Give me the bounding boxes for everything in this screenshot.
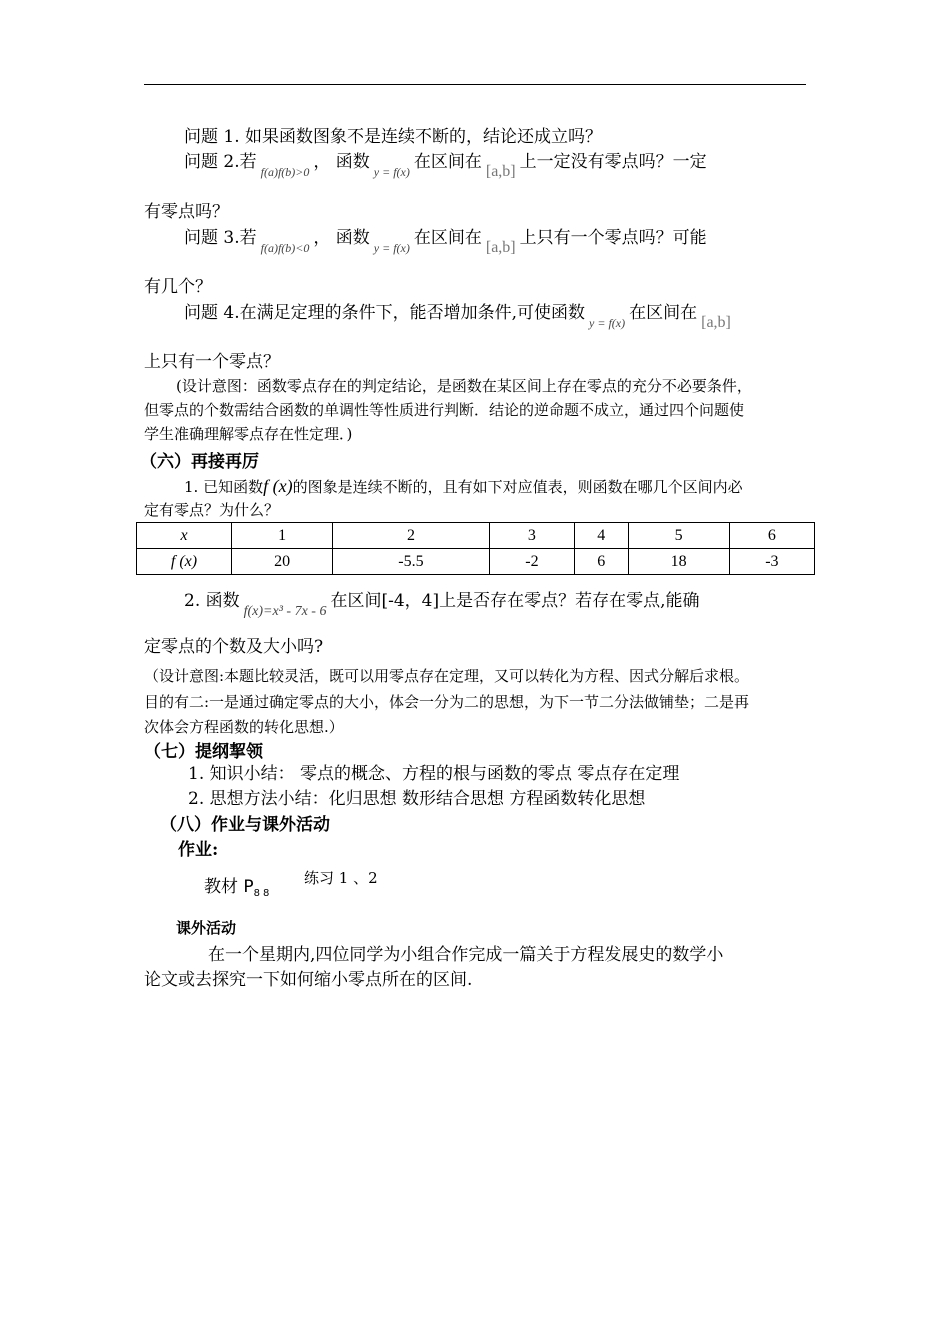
activity-text-line2: 论文或去探究一下如何缩小零点所在的区间. (144, 970, 473, 990)
activity-text-line1: 在一个星期内,四位同学为小组合作完成一篇关于方程发展史的数学小 (208, 945, 724, 965)
exercise-1: 1. 已知函数f (x)的图象是连续不断的，且有如下对应值表，则函数在哪几个区间内必 (184, 476, 743, 496)
table-cell: 18 (628, 549, 729, 575)
section-6-title: （六）再接再厉 (140, 452, 259, 472)
table-cell: -3 (729, 549, 814, 575)
math-function: y = f(x) (373, 165, 410, 179)
math-function: y = f(x) (589, 316, 626, 330)
exercise-2: 2. 函数$_{f(x)=x^3 - 7x - 6}$在区间[-4，4]上是否存在零点？若存在零点,能确 (184, 591, 700, 619)
exercise-2-cont: 定零点的个数及大小吗? (144, 637, 324, 657)
function-fx: f (x) (263, 476, 293, 496)
table-header-x: x (137, 523, 232, 549)
question-4-cont: 上只有一个零点？ (144, 352, 280, 372)
design-intent-1-line1: (设计意图：函数零点存在的判定结论，是函数在某区间上存在零点的充分不必要条件， (176, 377, 752, 395)
value-table (136, 522, 815, 575)
table-cell: -2 (489, 549, 574, 575)
math-condition: f(a)f(b)<0 (260, 241, 310, 255)
math-function: y = f(x) (373, 241, 410, 255)
design-intent-1-line2: 但零点的个数需结合函数的单调性等性质进行判断．结论的逆命题不成立，通过四个问题使 (144, 401, 745, 419)
question-4: 问题 4.在满足定理的条件下，能否增加条件,可使函数 $_{y = f(x)}$ 在区间在 [a,b] (184, 303, 731, 331)
question-2-cont: 有零点吗？ (144, 202, 229, 222)
homework-label: 作业: (178, 840, 219, 860)
table-cell: 3 (489, 523, 574, 549)
question-3-cont: 有几个？ (144, 277, 212, 297)
math-interval: [a,b] (485, 239, 516, 256)
table-header-fx: f (x) (137, 549, 232, 575)
method-summary: 2. 思想方法小结：化归思想 数形结合思想 方程函数转化思想 (188, 789, 646, 809)
homework-book: 教材 $P_{88}$ (204, 877, 273, 899)
design-intent-2-line3: 次体会方程函数的转化思想.） (144, 718, 344, 736)
activity-label: 课外活动 (176, 919, 237, 937)
table-cell: 1 (232, 523, 333, 549)
table-row-x (137, 523, 815, 549)
table-cell: 4 (575, 523, 629, 549)
table-cell: 6 (575, 549, 629, 575)
design-intent-2-line1: （设计意图:本题比较灵活，既可以用零点存在定理，又可以转化为方程、因式分解后求根。 (144, 667, 750, 685)
table-cell: -5.5 (333, 549, 490, 575)
math-function: f(x)=x³ - 7x - 6 (243, 604, 327, 619)
table-cell: 2 (333, 523, 490, 549)
knowledge-summary: 1. 知识小结： 零点的概念、方程的根与函数的零点 零点存在定理 (188, 764, 680, 784)
question-3: 问题 3.若 $_{f(a)f(b)<0}$ ， 函数 $_{y = f(x)}$ 在区间在 [a,b] 上只有一个零点吗？可能 (184, 228, 707, 256)
table-cell: 5 (628, 523, 729, 549)
table-cell: 20 (232, 549, 333, 575)
design-intent-2-line2: 目的有二:一是通过确定零点的大小，体会一分为二的思想，为下一节二分法做铺垫；二是再 (144, 693, 750, 711)
homework-exercise: 练习 1 、2 (304, 869, 378, 887)
math-interval: [a,b] (701, 314, 731, 331)
math-interval: [a,b] (485, 163, 516, 180)
math-condition: f(a)f(b)>0 (260, 165, 310, 179)
exercise-1-cont: 定有零点？为什么？ (144, 501, 280, 519)
section-8-title: （八）作业与课外活动 (160, 815, 330, 835)
section-7-title: （七）提纲挈领 (144, 742, 263, 762)
header-rule (144, 84, 806, 85)
design-intent-1-line3: 学生准确理解零点存在性定理．) (144, 425, 353, 443)
table-row-fx (137, 549, 815, 575)
question-1: 问题 1. 如果函数图象不是连续不断的，结论还成立吗？ (184, 127, 603, 147)
table-cell: 6 (729, 523, 814, 549)
question-2: 问题 2.若 $_{f(a)f(b)>0}$ ， 函数 $_{y = f(x)}$ 在区间在 [a,b] 上一定没有零点吗？一定 (184, 152, 707, 180)
